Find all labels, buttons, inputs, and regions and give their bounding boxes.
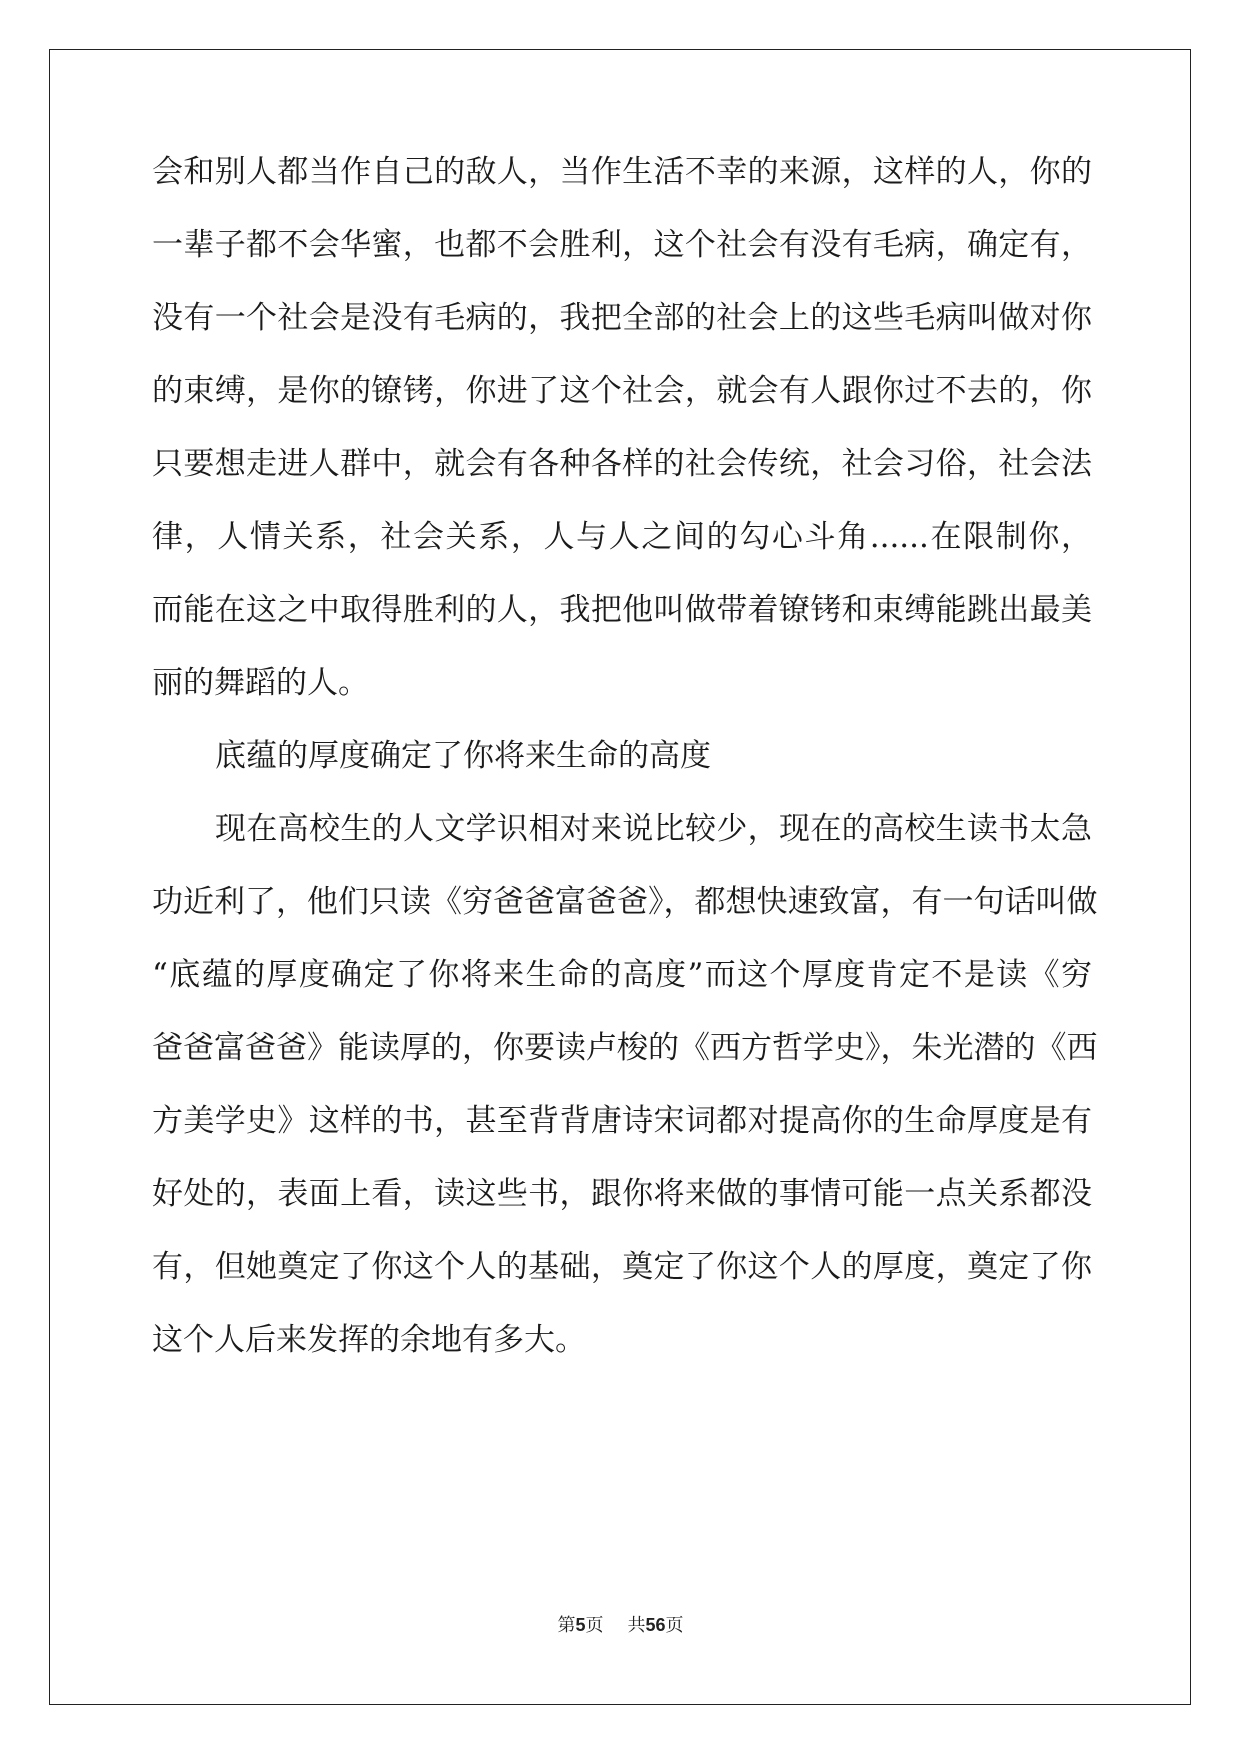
- text-line: 这个人后来发挥的余地有多大。: [152, 1322, 586, 1358]
- page-number: 5: [575, 1615, 586, 1635]
- footer-total-prefix: 共: [627, 1615, 646, 1636]
- text-line: 只要想走进人群中，就会有各种各样的社会传统，社会习俗，社会法: [152, 446, 1092, 482]
- text-line: 功近利了，他们只读《穷爸爸富爸爸》，都想快速致富，有一句话叫做: [152, 884, 1098, 920]
- text-line: 的束缚，是你的镣铐，你进了这个社会，就会有人跟你过不去的，你: [152, 373, 1092, 409]
- page-footer: [0, 1613, 1241, 1638]
- text-line: 律，人情关系，社会关系，人与人之间的勾心斗角......在限制你，: [152, 519, 1092, 555]
- text-line: “底蕴的厚度确定了你将来生命的高度”而这个厚度肯定不是读《穷: [152, 957, 1092, 993]
- text-line: 而能在这之中取得胜利的人，我把他叫做带着镣铐和束缚能跳出最美: [152, 592, 1092, 628]
- text-line: 有，但她奠定了你这个人的基础，奠定了你这个人的厚度，奠定了你: [152, 1249, 1092, 1285]
- text-line: 一辈子都不会华蜜，也都不会胜利，这个社会有没有毛病，确定有，: [152, 227, 1092, 263]
- text-line: 好处的，表面上看，读这些书，跟你将来做的事情可能一点关系都没: [152, 1176, 1092, 1212]
- text-line: 丽的舞蹈的人。: [152, 665, 369, 701]
- text-line: 爸爸富爸爸》能读厚的，你要读卢梭的《西方哲学史》，朱光潜的《西: [152, 1030, 1098, 1066]
- text-line: 没有一个社会是没有毛病的，我把全部的社会上的这些毛病叫做对你: [152, 300, 1092, 336]
- footer-prefix: 第: [557, 1615, 576, 1636]
- footer-total-suffix: 页: [665, 1615, 684, 1636]
- section-heading: 底蕴的厚度确定了你将来生命的高度: [215, 738, 711, 774]
- text-line: 会和别人都当作自己的敌人，当作生活不幸的来源，这样的人，你的: [152, 154, 1092, 190]
- total-pages: 56: [645, 1615, 666, 1635]
- text-line: 方美学史》这样的书，甚至背背唐诗宋词都对提高你的生命厚度是有: [152, 1103, 1092, 1139]
- text-line: 现在高校生的人文学识相对来说比较少，现在的高校生读书太急: [215, 811, 1092, 847]
- footer-page-suffix: 页: [585, 1615, 604, 1636]
